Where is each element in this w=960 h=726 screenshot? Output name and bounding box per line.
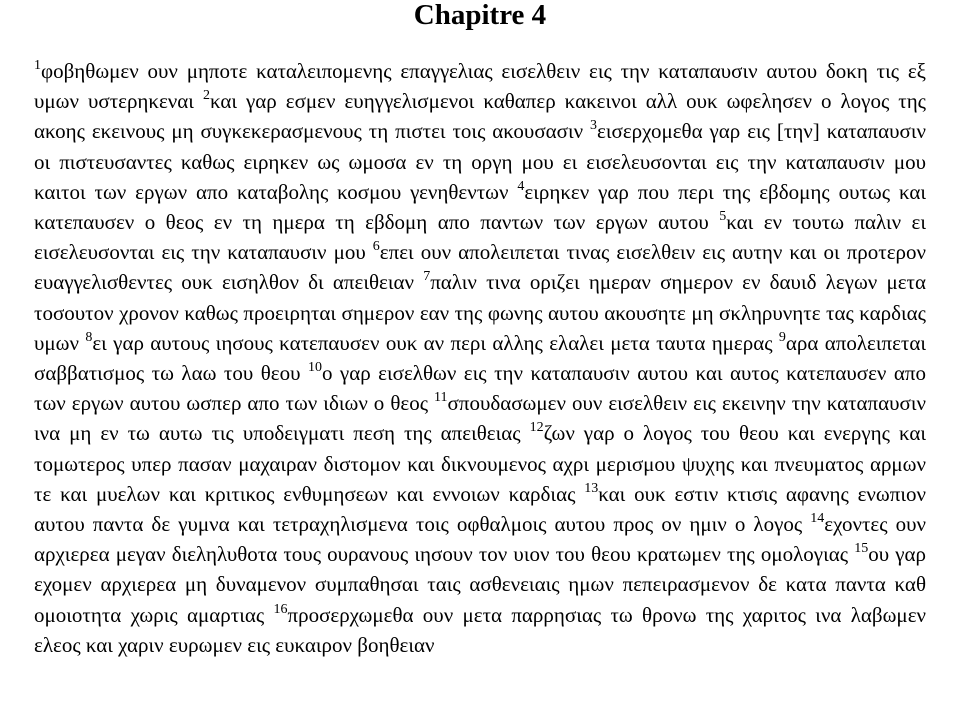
verse-number: 9 xyxy=(778,329,786,345)
verse-number: 2 xyxy=(202,88,210,104)
chapter-title: Chapitre 4 xyxy=(413,0,547,31)
verse-text: ου γαρ εχομεν αρχιερεα μη δυναμενον συμπαθησαι ταις ασθενειαις ημων πεπειρασμενον δε κατα παντα καθ ομοιοτητα χωρις αμαρτιας xyxy=(34,542,926,627)
verse xyxy=(85,331,779,355)
verse-text: φοβηθωμεν ουν μηποτε καταλειπομενης επαγγελιας εισελθειν εις την καταπαυσιν αυτου δοκη τις εξ υμων υστερηκεναι xyxy=(34,59,926,114)
verse-number: 6 xyxy=(372,239,380,255)
verse-text: ζων γαρ ο λογος του θεου και ενεργης και τομωτερος υπερ πασαν μαχαιραν διστομον και δικνουμενος αχρι μερισμου ψυχης και πνευματος αρμων τε και μυελων και κριτικος ενθυμησεων και εννοιων καρδιας xyxy=(34,421,927,506)
verse-text: επει ουν απολειπεται τινας εισελθειν εις αυτην και οι προτερον ευαγγελισθεντες ουκ εισηλθον δι απειθειαν xyxy=(34,240,926,295)
verse-text: ει γαρ αυτους ιησους κατεπαυσεν ουκ αν περι αλλης ελαλει μετα ταυτα ημερας xyxy=(92,330,773,355)
verse-text: σπουδασωμεν ουν εισελθειν εις εκεινην την καταπαυσιν ινα μη εν τω αυτω τις υποδειγματι πεση της απειθειας xyxy=(34,391,927,446)
verse-number: 16 xyxy=(273,601,288,617)
verse-number: 10 xyxy=(307,360,322,376)
verse-number: 3 xyxy=(590,118,598,134)
verse-text: εισερχομεθα γαρ εις [την] καταπαυσιν οι πιστευσαντες καθως ειρηκεν ως ωμοσα εν τη οργη μου ει εισελευσονται εις την καταπαυσιν μου καιτοι των εργων απο καταβολης κοσμου γενηθεντων xyxy=(34,119,927,204)
verse-number: 14 xyxy=(810,511,825,527)
verse-number: 7 xyxy=(423,269,431,285)
chapter-text xyxy=(34,56,926,660)
verse-number: 13 xyxy=(584,480,599,496)
verse-text: ο γαρ εισελθων εις την καταπαυσιν αυτου και αυτος κατεπαυσεν απο των εργων αυτου ωσπερ απο των ιδιων ο θεος xyxy=(34,361,926,416)
verse-text: εχοντες ουν αρχιερεα μεγαν διεληλυθοτα τους ουρανους ιησουν τον υιον του θεου κρατωμεν της ομολογιας xyxy=(34,512,926,567)
verse-number: 1 xyxy=(34,58,41,73)
verse-number: 11 xyxy=(434,390,448,406)
verse-text: παλιν τινα οριζει ημεραν σημερον εν δαυιδ λεγων μετα τοσουτον χρονον καθως προειρηται σημερον εαν της φωνης αυτου ακουσητε μη σκληρυνητε τας καρδιας υμων xyxy=(34,270,926,355)
verse-number: 4 xyxy=(517,178,525,194)
verse-number: 12 xyxy=(529,420,544,436)
verse-text: αρα απολειπεται σαββατισμος τω λαω του θεου xyxy=(34,330,927,386)
verse-number: 8 xyxy=(85,329,93,345)
verse-text: και γαρ εσμεν ευηγγελισμενοι καθαπερ κακεινοι αλλ ουκ ωφελησεν ο λογος της ακοης εκεινους μη συγκεκερασμενους τη πιστει τοις ακουσασιν xyxy=(34,89,926,144)
verse-text: προσερχωμεθα ουν μετα παρρησιας τω θρονω της χαριτος ινα λαβωμεν ελεος και χαριν ευρωμεν εις ευκαιρον βοηθειαν xyxy=(34,602,927,657)
verse-number: 15 xyxy=(854,541,869,557)
verse-text: και ουκ εστιν κτισις αφανης ενωπιον αυτου παντα δε γυμνα και τετραχηλισμενα τοις οφθαλμοις αυτου προς ον ημιν ο λογος xyxy=(34,481,927,537)
verse-number: 5 xyxy=(719,209,727,225)
verse-text: ειρηκεν γαρ που περι της εβδομης ουτως και κατεπαυσεν ο θεος εν τη ημερα τη εβδομη απο παντων των εργων αυτου xyxy=(34,179,926,235)
verse-text: και εν τουτω παλιν ει εισελευσονται εις την καταπαυσιν μου xyxy=(34,210,927,265)
